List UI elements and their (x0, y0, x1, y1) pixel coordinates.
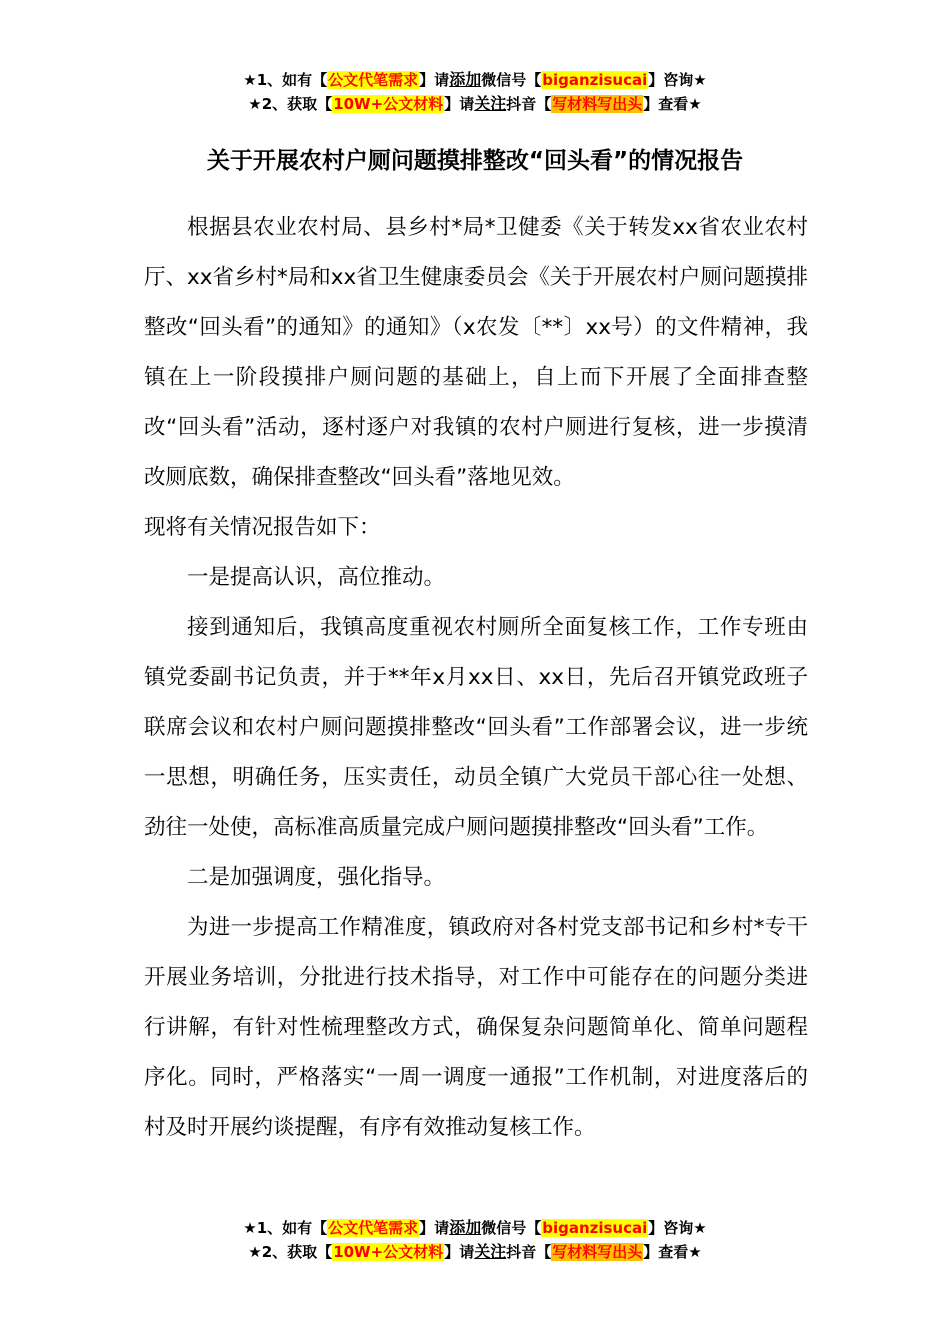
document-title: 关于开展农村户厕问题摸排整改“回头看”的情况报告 (206, 148, 744, 174)
paragraph-section-1: 接到通知后，我镇高度重视农村厕所全面复核工作，工作专班由镇党委副书记负责，并于**年x月xx日、xx日，先后召开镇党政班子联席会议和农村户厕问题摸排整改“回头看”工作部署会议，进一步统一思想，明确任务，压实责任，动员全镇广大党员干部心往一处想、劲往一处使，高标准高质量完成户厕问题摸排整改“回头看”工作。 (144, 615, 808, 840)
paragraph-report-lead: 现将有关情况报告如下： (144, 515, 381, 540)
promo-line-1 (0, 68, 950, 92)
section-heading-1: 一是提高认识，高位推动。 (187, 565, 446, 590)
promo-highlight-wechat-id: biganzisucai (542, 71, 648, 89)
promo-text: 】请 (444, 95, 475, 113)
promo-text: 抖音【 (506, 95, 552, 113)
promo-highlight-douyin: 写材料写出头 (552, 1243, 643, 1261)
promo-highlight-wechat-id: biganzisucai (542, 1219, 648, 1237)
promo-emphasis: 添加 (449, 1218, 482, 1237)
star-icon: ★ (243, 71, 257, 89)
promo-text: 微信号【 (481, 1219, 542, 1237)
paragraph-intro: 根据县农业农村局、县乡村*局*卫健委《关于转发xx省农业农村厅、xx省乡村*局和xx省卫生健康委员会《关于开展农村户厕问题摸排整改“回头看”的通知》的通知》（x农发〔**〕xx号）的文件精神，我镇在上一阶段摸排户厕问题的基础上，自上而下开展了全面排查整改“回头看”活动，逐村逐户对我镇的农村户厕进行复核，进一步摸清改厕底数，确保排查整改“回头看”落地见效。 (144, 215, 808, 490)
promo-text: 2、获取【 (261, 95, 333, 113)
promo-text: 1、如有【 (256, 71, 328, 89)
promo-text: 】请 (444, 1243, 475, 1261)
promo-text: 】查看★ (643, 1243, 702, 1261)
section-heading-2: 二是加强调度，强化指导。 (187, 865, 446, 890)
header-promo-banner (0, 68, 950, 116)
promo-emphasis: 关注 (474, 94, 507, 113)
promo-text: 2、获取【 (261, 1243, 333, 1261)
promo-line-2 (0, 1240, 950, 1264)
promo-highlight-douyin: 写材料写出头 (552, 95, 643, 113)
paragraph-section-2: 为进一步提高工作精准度，镇政府对各村党支部书记和乡村*专干开展业务培训，分批进行技术指导，对工作中可能存在的问题分类进行讲解，有针对性梳理整改方式，确保复杂问题简单化、简单问题程序化。同时，严格落实“一周一调度一通报”工作机制，对进度落后的村及时开展约谈提醒，有序有效推动复核工作。 (144, 915, 808, 1140)
promo-line-2 (0, 92, 950, 116)
promo-text: 1、如有【 (256, 1219, 328, 1237)
promo-highlight-service: 公文代笔需求 (328, 1219, 419, 1237)
star-icon: ★ (243, 1219, 257, 1237)
promo-text: 】请 (419, 1219, 450, 1237)
promo-text: 】请 (419, 71, 450, 89)
star-icon: ★ (248, 95, 262, 113)
promo-highlight-materials: 10W+公文材料 (333, 1243, 444, 1261)
promo-text: 抖音【 (506, 1243, 552, 1261)
document-body (144, 203, 808, 1153)
promo-text: 】咨询★ (648, 71, 707, 89)
star-icon: ★ (248, 1243, 262, 1261)
promo-highlight-materials: 10W+公文材料 (333, 95, 444, 113)
promo-highlight-service: 公文代笔需求 (328, 71, 419, 89)
promo-text: 】查看★ (643, 95, 702, 113)
promo-emphasis: 添加 (449, 70, 482, 89)
promo-text: 微信号【 (481, 71, 542, 89)
promo-emphasis: 关注 (474, 1242, 507, 1261)
promo-line-1 (0, 1216, 950, 1240)
promo-text: 】咨询★ (648, 1219, 707, 1237)
footer-promo-banner (0, 1216, 950, 1264)
